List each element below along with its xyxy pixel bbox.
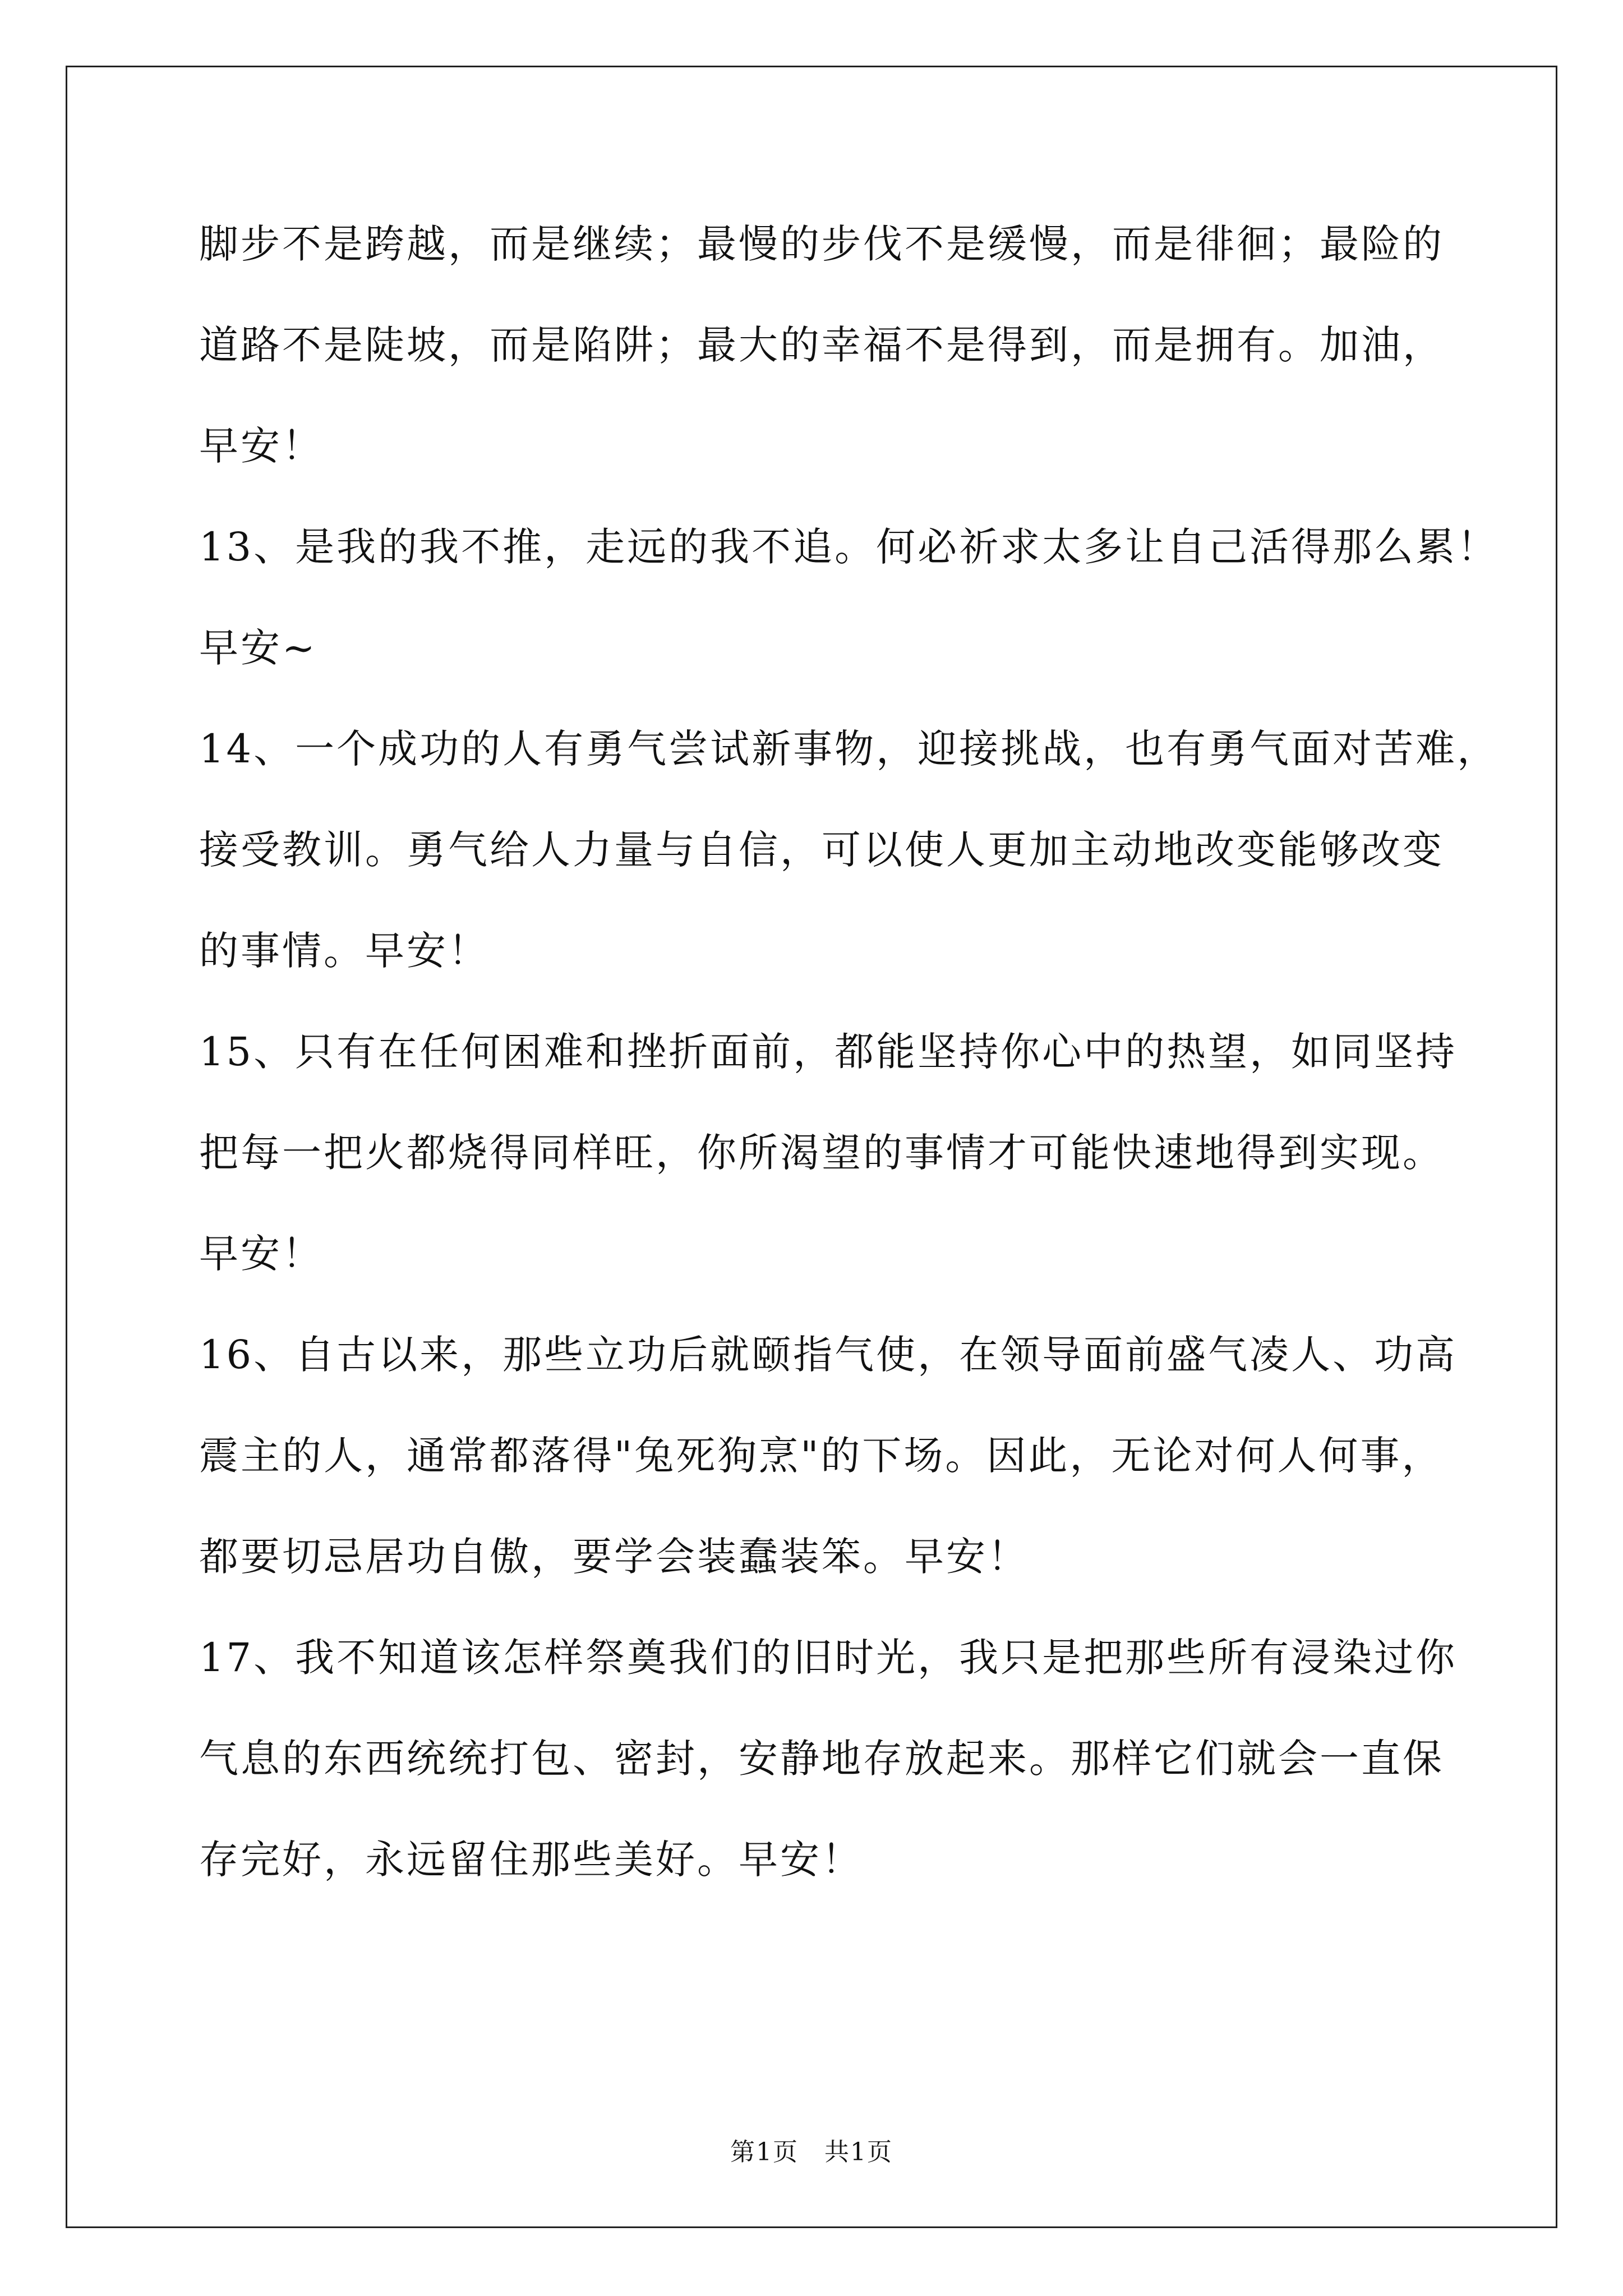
text-line: 把每一把火都烧得同样旺，你所渴望的事情才可能快速地得到实现。 bbox=[199, 1130, 1444, 1176]
text-line: 早安！ bbox=[199, 1231, 324, 1277]
text-line: 存完好，永远留住那些美好。早安！ bbox=[199, 1837, 863, 1883]
text-line: 早安~ bbox=[199, 625, 317, 671]
text-line: 早安！ bbox=[199, 423, 324, 469]
text-line: 震主的人，通常都落得"兔死狗烹"的下场。因此，无论对何人何事， bbox=[199, 1433, 1444, 1479]
text-line: 17、我不知道该怎样祭奠我们的旧时光，我只是把那些所有浸染过你 bbox=[199, 1635, 1458, 1681]
page-footer: 第1页 共1页 bbox=[730, 2138, 893, 2166]
text-line: 接受教训。勇气给人力量与自信，可以使人更加主动地改变能够改变 bbox=[199, 827, 1444, 873]
text-line: 15、只有在任何困难和挫折面前，都能坚持你心中的热望，如同坚持 bbox=[199, 1029, 1458, 1075]
text-line: 13、是我的我不推，走远的我不追。何必祈求太多让自己活得那么累！ bbox=[199, 524, 1499, 570]
text-line: 道路不是陡坡，而是陷阱；最大的幸福不是得到，而是拥有。加油， bbox=[199, 322, 1444, 368]
text-line: 都要切忌居功自傲，要学会装蠢装笨。早安！ bbox=[199, 1534, 1029, 1580]
text-line: 16、自古以来，那些立功后就颐指气使，在领导面前盛气凌人、功高 bbox=[199, 1332, 1458, 1378]
text-line: 14、一个成功的人有勇气尝试新事物，迎接挑战，也有勇气面对苦难， bbox=[199, 726, 1499, 772]
text-line: 脚步不是跨越，而是继续；最慢的步伐不是缓慢，而是徘徊；最险的 bbox=[199, 221, 1444, 267]
text-line: 的事情。早安！ bbox=[199, 928, 490, 974]
text-line: 气息的东西统统打包、密封，安静地存放起来。那样它们就会一直保 bbox=[199, 1736, 1444, 1782]
